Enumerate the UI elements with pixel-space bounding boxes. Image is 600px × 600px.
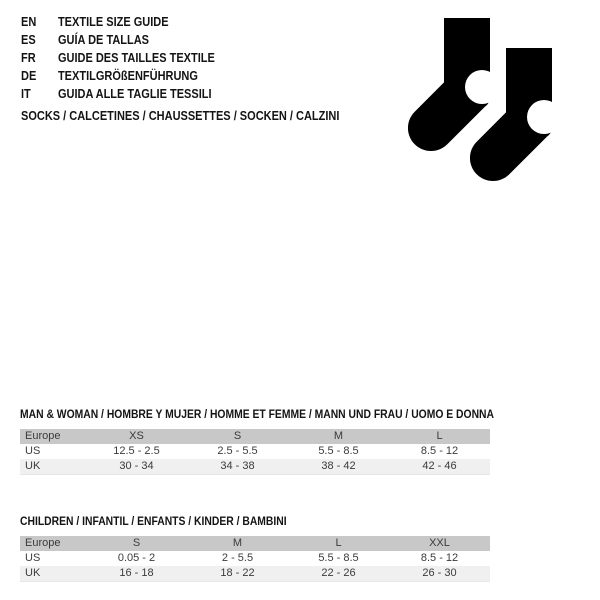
children-table-title: CHILDREN / INFANTIL / ENFANTS / KINDER / BAMBINI — [20, 516, 287, 528]
column-header-size: S — [132, 537, 141, 549]
table-row-uk — [20, 566, 490, 582]
row-label: US — [25, 552, 41, 564]
column-header-size: L — [436, 430, 443, 442]
size-cell: 2.5 - 5.5 — [217, 445, 258, 457]
size-cell: 8.5 - 12 — [420, 445, 459, 457]
language-title: TEXTILE SIZE GUIDE — [57, 15, 169, 29]
table-header-row — [20, 429, 490, 444]
language-code: ES — [21, 33, 36, 47]
size-cell: 42 - 46 — [422, 460, 457, 472]
category-line — [21, 108, 383, 124]
size-cell: 18 - 22 — [220, 567, 255, 579]
column-header-size: XXL — [429, 537, 450, 549]
size-cell: 16 - 18 — [119, 567, 154, 579]
table-row-uk — [20, 459, 490, 475]
size-cell: 34 - 38 — [220, 460, 255, 472]
column-header-size: M — [232, 537, 243, 549]
language-list — [21, 13, 241, 103]
language-code: IT — [21, 87, 31, 101]
language-row — [21, 85, 215, 103]
language-row — [21, 13, 215, 31]
language-code: EN — [21, 15, 37, 29]
category-line-text: SOCKS / CALCETINES / CHAUSSETTES / SOCKEN / CALZINI — [21, 109, 340, 123]
size-table-children — [20, 516, 490, 582]
column-header-region: Europe — [25, 430, 61, 442]
size-cell: 30 - 34 — [119, 460, 154, 472]
size-cell: 38 - 42 — [321, 460, 356, 472]
language-code: FR — [21, 51, 36, 65]
language-row — [21, 31, 215, 49]
size-cell: 2 - 5.5 — [221, 552, 254, 564]
language-title: GUIDA ALLE TAGLIE TESSILI — [57, 87, 212, 101]
size-cell: 26 - 30 — [422, 567, 457, 579]
size-cell: 8.5 - 12 — [420, 552, 459, 564]
column-header-size: L — [335, 537, 342, 549]
size-cell: 22 - 26 — [321, 567, 356, 579]
language-row — [21, 49, 215, 67]
size-cell: 0.05 - 2 — [117, 552, 156, 564]
size-table-adult — [20, 409, 494, 475]
language-title: GUÍA DE TALLAS — [57, 33, 150, 47]
children-size-table — [20, 536, 490, 582]
size-cell: 5.5 - 8.5 — [318, 445, 359, 457]
adult-size-table — [20, 429, 490, 475]
size-cell: 5.5 - 8.5 — [318, 552, 359, 564]
adult-table-title: MAN & WOMAN / HOMBRE Y MUJER / HOMME ET FEMME / MANN UND FRAU / UOMO E DONNA — [20, 409, 494, 421]
column-header-region: Europe — [25, 537, 61, 549]
table-row-us — [20, 551, 490, 566]
socks-icon-svg — [390, 0, 600, 195]
size-cell: 12.5 - 2.5 — [113, 445, 160, 457]
language-row — [21, 67, 215, 85]
column-header-size: XS — [129, 430, 144, 442]
table-header-row — [20, 536, 490, 551]
language-code: DE — [21, 69, 37, 83]
column-header-size: M — [333, 430, 344, 442]
sock-left — [408, 18, 499, 151]
row-label: US — [25, 445, 41, 457]
socks-icon — [390, 0, 600, 195]
language-title: TEXTILGRÖßENFÜHRUNG — [57, 69, 198, 83]
row-label: UK — [25, 460, 41, 472]
sock-heel-cutout — [465, 70, 499, 104]
table-row-us — [20, 444, 490, 459]
row-label: UK — [25, 567, 41, 579]
column-header-size: S — [233, 430, 242, 442]
language-title: GUIDE DES TAILLES TEXTILE — [57, 51, 215, 65]
sock-heel-cutout — [527, 100, 561, 134]
